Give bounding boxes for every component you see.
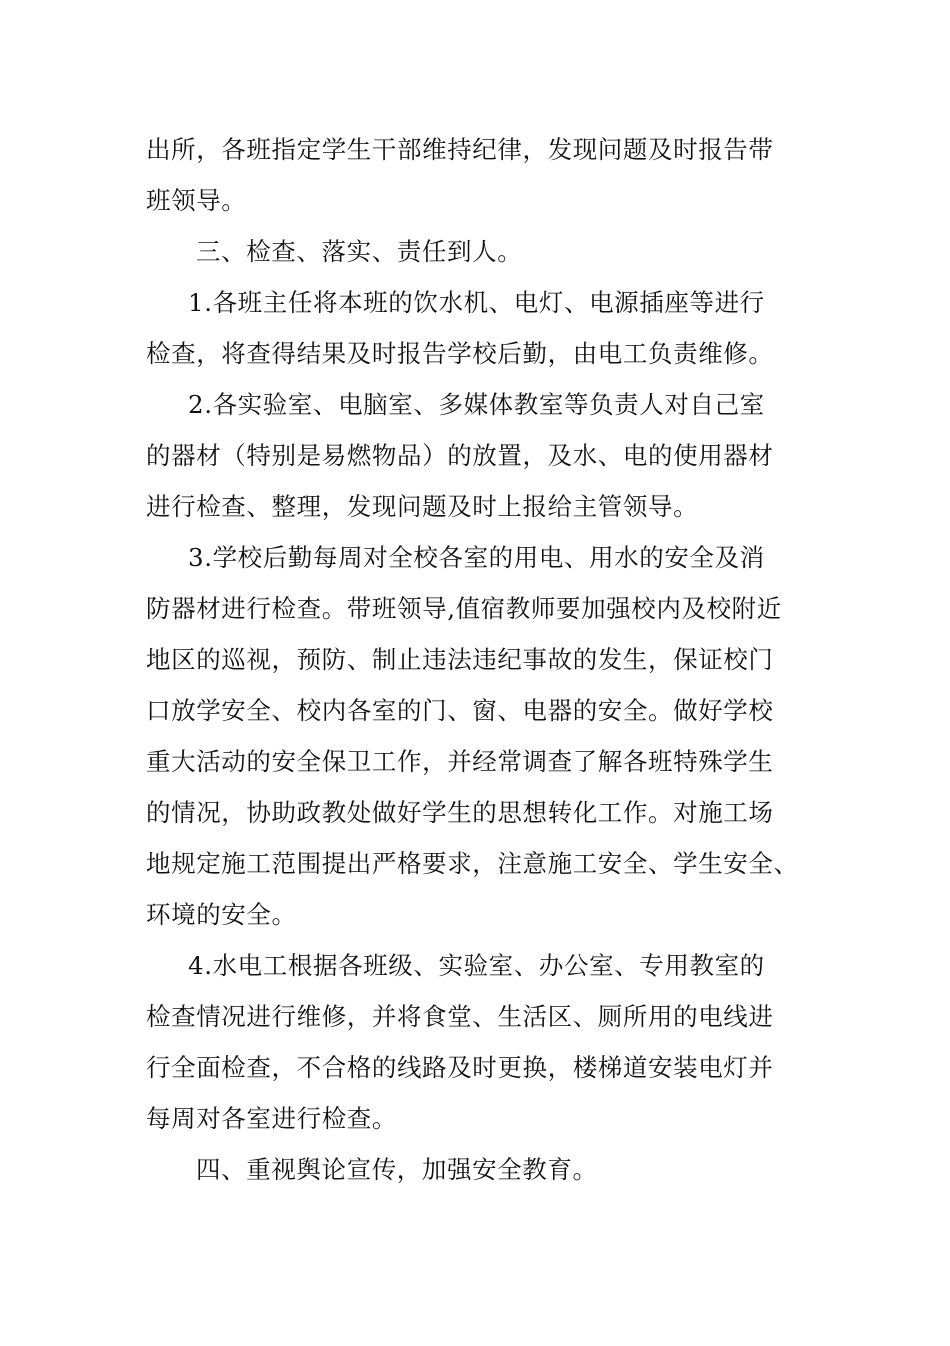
text-line: 检查，将查得结果及时报告学校后勤，由电工负责维修。 xyxy=(146,339,774,368)
list-item-start: 3.学校后勤每周对全校各室的用电、用水的安全及消 xyxy=(188,543,765,572)
list-item-start: 4.水电工根据各班级、实验室、办公室、专用教室的 xyxy=(188,951,765,980)
text-line: 的器材（特别是易燃物品）的放置，及水、电的使用器材 xyxy=(146,441,774,470)
text-line: 防器材进行检查。带班领导,值宿教师要加强校内及校附近 xyxy=(146,594,782,623)
document-body xyxy=(146,124,806,1195)
list-item-start: 2.各实验室、电脑室、多媒体教室等负责人对自己室 xyxy=(188,390,765,419)
text-line: 检查情况进行维修，并将食堂、生活区、厕所用的电线进 xyxy=(146,1002,774,1031)
text-line: 班领导。 xyxy=(146,186,247,215)
text-line: 的情况，协助政教处做好学生的思想转化工作。对施工场 xyxy=(146,798,774,827)
text-line: 环境的安全。 xyxy=(146,900,297,929)
section-heading: 三、检查、落实、责任到人。 xyxy=(196,237,523,266)
text-line: 重大活动的安全保卫工作，并经常调查了解各班特殊学生 xyxy=(146,747,774,776)
section-heading: 四、重视舆论宣传，加强安全教育。 xyxy=(196,1155,598,1184)
text-line: 口放学安全、校内各室的门、窗、电器的安全。做好学校 xyxy=(146,696,774,725)
text-line: 地规定施工范围提出严格要求，注意施工安全、学生安全、 xyxy=(146,849,799,878)
list-item-start: 1.各班主任将本班的饮水机、电灯、电源插座等进行 xyxy=(188,288,765,317)
text-line: 地区的巡视，预防、制止违法违纪事故的发生，保证校门 xyxy=(146,645,774,674)
text-line: 行全面检查，不合格的线路及时更换，楼梯道安装电灯并 xyxy=(146,1053,774,1082)
text-line: 进行检查、整理，发现问题及时上报给主管领导。 xyxy=(146,492,699,521)
text-line: 每周对各室进行检查。 xyxy=(146,1104,397,1133)
text-line: 出所，各班指定学生干部维持纪律，发现问题及时报告带 xyxy=(146,135,774,164)
